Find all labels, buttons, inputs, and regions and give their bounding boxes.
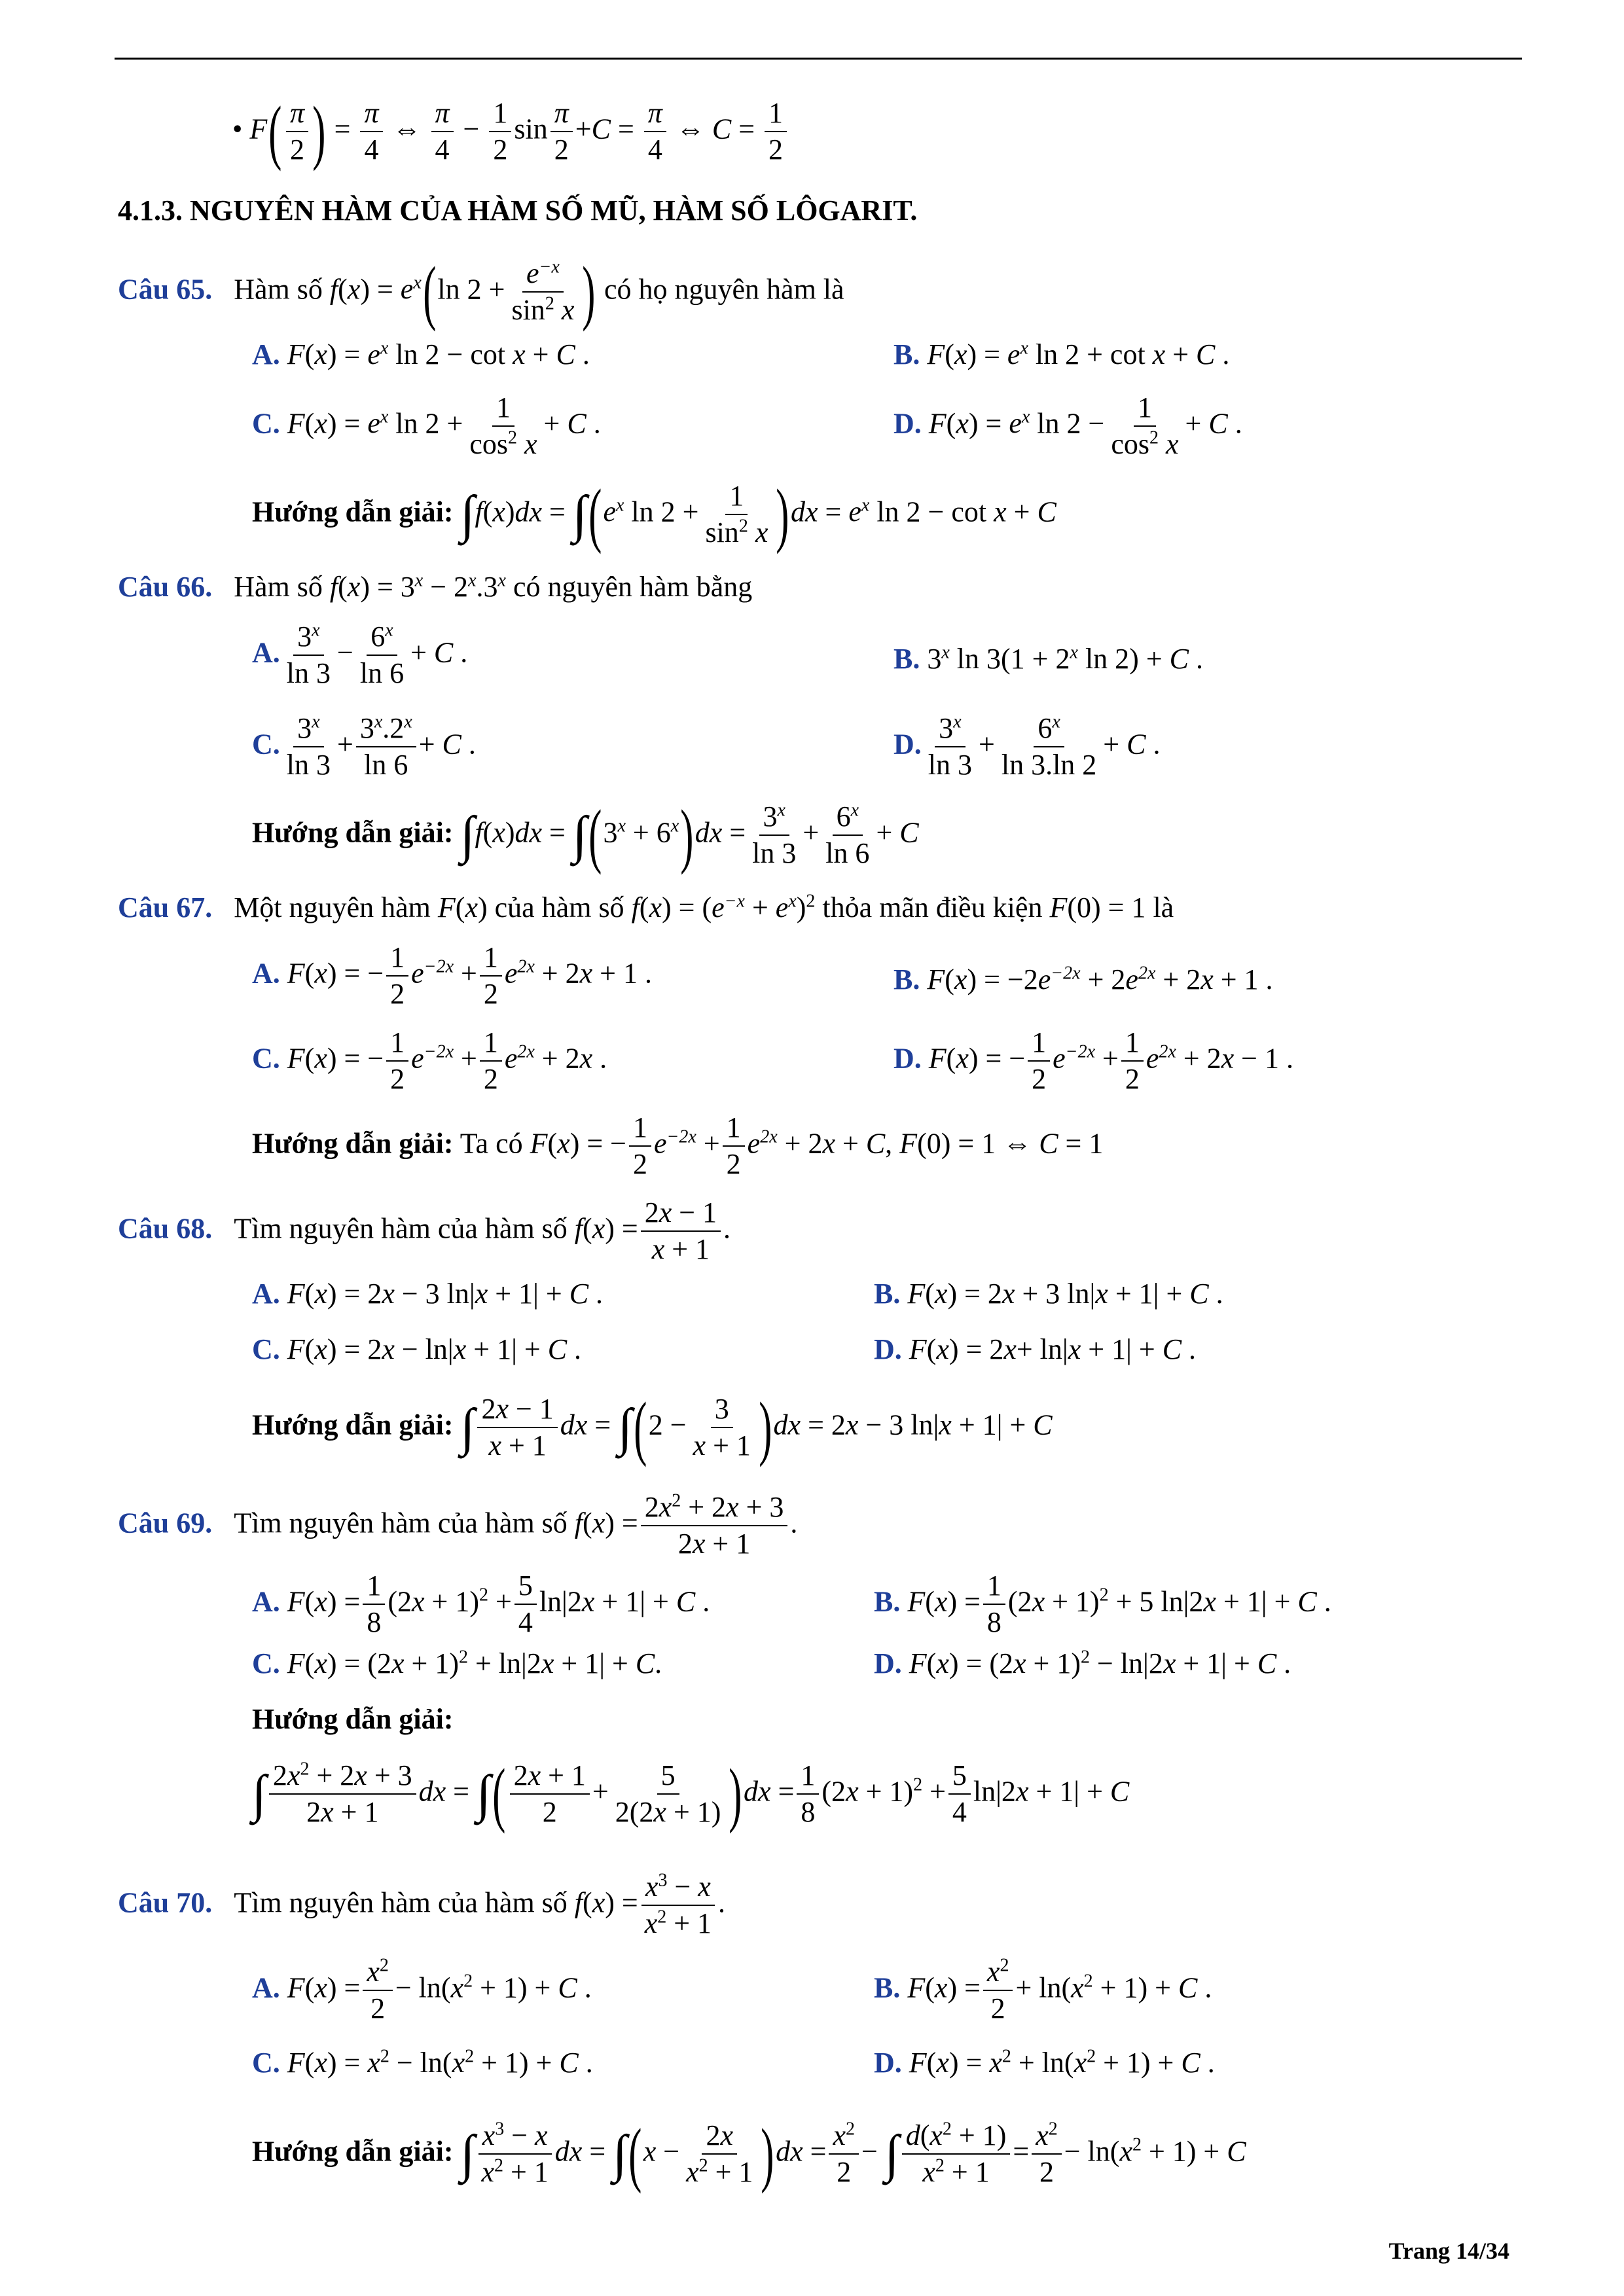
- q69-option-d[interactable]: D. $F(x) = (2x + 1)^2 - \ln|2x + 1| + C$ .: [874, 1647, 1291, 1679]
- question-70-stem: Câu 70. Tìm nguyên hàm của hàm số f(x) = $\frac{x^3 - x}{x^2 + 1}$ .: [118, 1870, 726, 1940]
- question-label: Câu 66.: [118, 571, 213, 603]
- question-65-stem: Câu 65. Hàm số $f(x) = e^x(\ln$ 2 + $\frac{e^{-x}}{\sin^2 x}$ ) có họ nguyên hàm là: [118, 251, 844, 332]
- question-66-stem: Câu 66. Hàm số $f(x) = 3^x - 2^x.3^x$ có nguyên hàm bằng: [118, 570, 753, 603]
- question-label: Câu 69.: [118, 1507, 213, 1539]
- question-label: Câu 68.: [118, 1212, 213, 1245]
- question-68-stem: Câu 68. Tìm nguyên hàm của hàm số f(x) = $\frac{2x - 1}{x + 1}$ .: [118, 1196, 731, 1266]
- q70-option-d[interactable]: D. $F(x) = x^2 + \ln(x^2 + 1) + C$ .: [874, 2046, 1215, 2079]
- question-label: Câu 67.: [118, 891, 213, 924]
- q66-solution: Hướng dẫn giải: $\int f(x)dx = \int(3^x + 6^x)dx$ = $\frac{3^x}{\ln 3}$ + $\frac{6^x}{\ln 6}$ + C: [252, 795, 919, 875]
- q66-option-d[interactable]: D. $\frac{3^x}{\ln 3}$ + $\frac{6^x}{\ln 3.\ln 2}$ + C .: [893, 711, 1161, 781]
- question-label: Câu 70.: [118, 1886, 213, 1919]
- question-69-stem: Câu 69. Tìm nguyên hàm của hàm số f(x) = $\frac{2x^2 + 2x + 3}{2x + 1}$ .: [118, 1490, 798, 1560]
- q68-solution: Hướng dẫn giải: ∫ $\frac{2x - 1}{x + 1}$ dx = ∫(2 − $\frac{3}{x + 1}$ )dx = 2x − 3 ln|x + 1| + C: [252, 1387, 1053, 1467]
- q69-option-a[interactable]: A. F(x) = $\frac{1}{8}$ $(2x + 1)^2$ + $\frac{5}{4}$ ln|2x + 1| + C .: [252, 1570, 710, 1639]
- q70-solution: Hướng dẫn giải: ∫ $\frac{x^3 - x}{x^2 + 1}$ dx = ∫(x − $\frac{2x}{x^2 + 1}$ )dx = $\frac{x^2}{2}$ − ∫ $\frac{d(x^2 + 1)}{x^2 + 1}$ = $\frac{x^2}{2}$ − $\ln(x^2 + 1) + C$: [252, 2113, 1246, 2194]
- bullet: •: [232, 113, 243, 145]
- header-rule: [115, 58, 1522, 60]
- q69-solution-label: Hướng dẫn giải:: [252, 1703, 454, 1735]
- q68-option-d[interactable]: D. F(x) = 2x+ ln|x + 1| + C .: [874, 1333, 1197, 1365]
- q65-option-a[interactable]: A. $F(x) = e^x$ ln 2 − cot x + C .: [252, 338, 590, 370]
- q67-option-c[interactable]: C. F(x) = − $\frac{1}{2}$ $e^{-2x}$ + $\frac{1}{2}$ $e^{2x} + 2x$ .: [252, 1026, 607, 1096]
- q69-solution: ∫ $\frac{2x^2 + 2x + 3}{2x + 1}$ dx = ∫( $\frac{2x + 1}{2}$ + $\frac{5}{2(2x + 1)}$ )dx = $\frac{1}{8}$ $(2x + 1)^2$ + $\frac{5}{4}$ ln|2x + 1| + C: [252, 1753, 1130, 1834]
- q65-option-d[interactable]: D. $F(x) = e^x$ ln 2 − $\frac{1}{\cos^2 x}$ + C .: [893, 391, 1242, 461]
- q65-option-b[interactable]: B. $F(x) = e^x$ ln 2 + cot x + C .: [893, 338, 1230, 370]
- q68-option-a[interactable]: A. F(x) = 2x − 3 ln|x + 1| + C .: [252, 1278, 604, 1310]
- q68-option-b[interactable]: B. F(x) = 2x + 3 ln|x + 1| + C .: [874, 1278, 1223, 1310]
- page-number: Trang 14/34: [1388, 2238, 1509, 2264]
- q67-option-b[interactable]: B. $F(x) = -2e^{-2x} + 2e^{2x} + 2x + 1$ .: [893, 963, 1273, 996]
- q67-option-d[interactable]: D. F(x) = − $\frac{1}{2}$ $e^{-2x}$ + $\frac{1}{2}$ $e^{2x} + 2x - 1$ .: [893, 1026, 1293, 1096]
- q65-solution: Hướng dẫn giải: $\int f(x)dx = \int(e^x$ ln 2 + $\frac{1}{\sin^2 x}$ )$dx = e^x$ ln 2 − cot x + C: [252, 474, 1056, 554]
- q68-option-c[interactable]: C. F(x) = 2x − ln|x + 1| + C .: [252, 1333, 582, 1365]
- question-label: Câu 65.: [118, 273, 213, 306]
- q69-option-c[interactable]: C. $F(x) = (2x + 1)^2 + \ln|2x + 1| + C$.: [252, 1647, 662, 1679]
- section-title: 4.1.3. NGUYÊN HÀM CỦA HÀM SỐ MŨ, HÀM SỐ LÔGARIT.: [118, 194, 918, 226]
- q66-option-b[interactable]: B. 3$^x$ $\ln 3(1 + 2^x$ ln 2) + C .: [893, 642, 1203, 675]
- q66-option-a[interactable]: A. $\frac{3^x}{\ln 3}$ − $\frac{6^x}{\ln 6}$ + C .: [252, 620, 468, 690]
- carryover-formula: • F( $\frac{\pi}{2}$ ) = $\frac{\pi}{4}$ ⇔ $\frac{\pi}{4}$ − $\frac{1}{2}$ sin $\frac{\pi}{2}$ +C = $\frac{\pi}{4}$ ⇔ C = $\frac{1}{2}$: [232, 98, 789, 165]
- q70-option-c[interactable]: C. $F(x) = x^2 - \ln(x^2 + 1) + C$ .: [252, 2046, 593, 2079]
- question-67-stem: Câu 67. Một nguyên hàm F(x) của hàm số $f(x) = (e^{-x} + e^x)^2$ thỏa mãn điều kiện F(0) = 1 là: [118, 891, 1174, 924]
- q69-option-b[interactable]: B. F(x) = $\frac{1}{8}$ $(2x + 1)^2 + 5$ ln|2x + 1| + C .: [874, 1570, 1331, 1639]
- q67-option-a[interactable]: A. F(x) = − $\frac{1}{2}$ $e^{-2x}$ + $\frac{1}{2}$ $e^{2x} + 2x + 1$ .: [252, 941, 652, 1011]
- q67-solution: Hướng dẫn giải: Ta có F(x) = − $\frac{1}{2}$ $e^{-2x}$ + $\frac{1}{2}$ $e^{2x} + 2x + C$, F(0) = 1 ⇔ C = 1: [252, 1111, 1104, 1181]
- q70-option-a[interactable]: A. F(x) = $\frac{x^2}{2}$ − $\ln(x^2 + 1) + C$ .: [252, 1955, 592, 2025]
- q66-option-c[interactable]: C. $\frac{3^x}{\ln 3}$ + $\frac{3^x.2^x}{\ln 6}$ + C .: [252, 711, 476, 781]
- q70-option-b[interactable]: B. F(x) = $\frac{x^2}{2}$ + $\ln(x^2 + 1) + C$ .: [874, 1955, 1212, 2025]
- q65-option-c[interactable]: C. $F(x) = e^x$ ln 2 + $\frac{1}{\cos^2 x}$ + C .: [252, 391, 601, 461]
